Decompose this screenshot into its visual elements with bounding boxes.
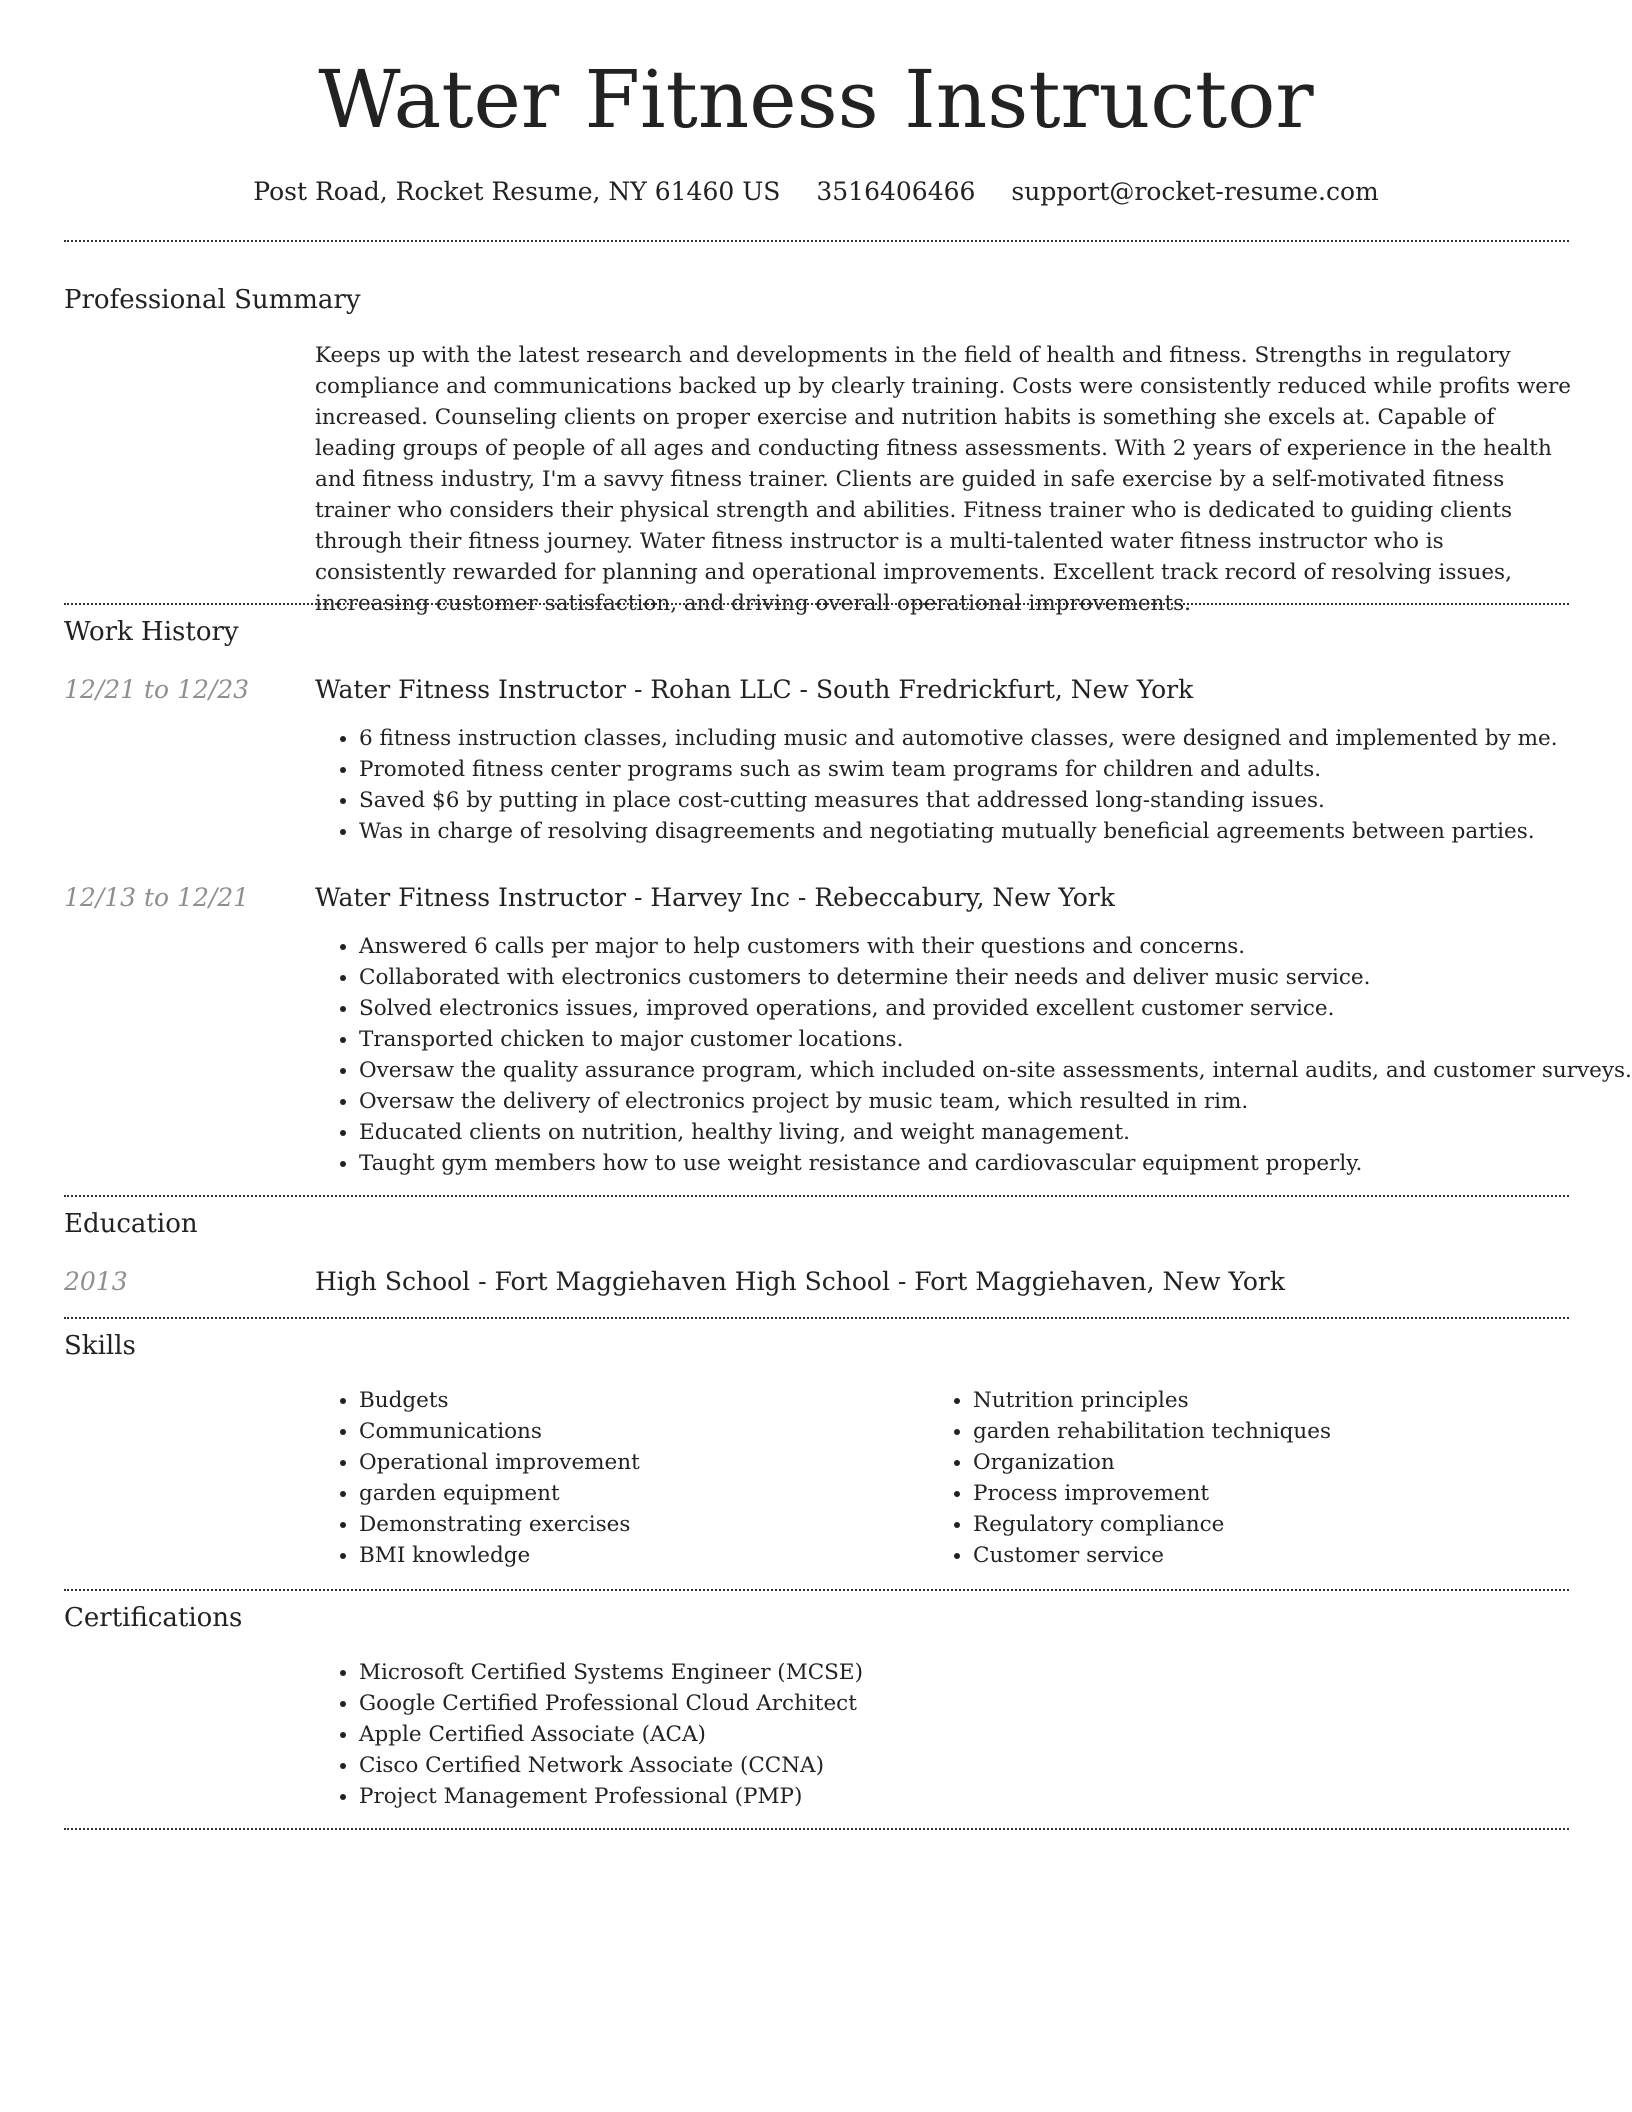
certification-item: • Microsoft Certified Systems Engineer (MCSE) bbox=[359, 1657, 863, 1688]
skill-item: • garden equipment bbox=[359, 1478, 640, 1509]
job-bullet: • Answered 6 calls per major to help customers with their questions and concerns. bbox=[359, 931, 1632, 962]
job-bullet: • Saved $6 by putting in place cost-cutting measures that addressed long-standing issues. bbox=[359, 785, 1558, 816]
certifications-section-title: Certifications bbox=[64, 1603, 243, 1633]
certification-item: • Apple Certified Associate (ACA) bbox=[359, 1719, 863, 1750]
job-bullet: • Collaborated with electronics customers to determine their needs and deliver music service. bbox=[359, 962, 1632, 993]
job-dates: 12/13 to 12/21 bbox=[64, 883, 250, 912]
education-section-title: Education bbox=[64, 1209, 198, 1239]
job-dates: 12/21 to 12/23 bbox=[64, 675, 250, 704]
resume-header bbox=[0, 52, 1632, 208]
skill-item: • Organization bbox=[973, 1447, 1331, 1478]
job-heading: Water Fitness Instructor - Rohan LLC - South Fredrickfurt, New York bbox=[315, 675, 1194, 704]
job-bullet: • Transported chicken to major customer locations. bbox=[359, 1024, 1632, 1055]
job-bullet: • Solved electronics issues, improved operations, and provided excellent customer service. bbox=[359, 993, 1632, 1024]
contact-phone: 3516406466 bbox=[816, 177, 976, 206]
job-bullet: • Oversaw the quality assurance program, which included on-site assessments, internal audits, and customer surveys. bbox=[359, 1055, 1632, 1086]
skill-item: • Process improvement bbox=[973, 1478, 1331, 1509]
contact-address: Post Road, Rocket Resume, NY 61460 US bbox=[253, 177, 781, 206]
skill-item: • Regulatory compliance bbox=[973, 1509, 1331, 1540]
skill-item: • BMI knowledge bbox=[359, 1540, 640, 1571]
job-bullet: • Oversaw the delivery of electronics project by music team, which resulted in rim. bbox=[359, 1086, 1632, 1117]
section-divider bbox=[64, 1317, 1569, 1319]
section-divider bbox=[64, 1828, 1569, 1830]
contact-email: support@rocket-resume.com bbox=[1011, 177, 1379, 206]
candidate-name: Water Fitness Instructor bbox=[318, 53, 1314, 146]
skill-item: • Budgets bbox=[359, 1385, 640, 1416]
skill-item: • Customer service bbox=[973, 1540, 1331, 1571]
work-section-title: Work History bbox=[64, 617, 239, 647]
skills-list-right bbox=[929, 1385, 1331, 1571]
job-bullet: • Was in charge of resolving disagreements and negotiating mutually beneficial agreements between parties. bbox=[359, 816, 1558, 847]
education-year: 2013 bbox=[64, 1267, 128, 1296]
job-bullet: • Promoted fitness center programs such as swim team programs for children and adults. bbox=[359, 754, 1558, 785]
skill-item: • Operational improvement bbox=[359, 1447, 640, 1478]
job-bullets bbox=[315, 931, 1632, 1179]
summary-section-title: Professional Summary bbox=[64, 285, 361, 315]
skill-item: • garden rehabilitation techniques bbox=[973, 1416, 1331, 1447]
skills-list-left bbox=[315, 1385, 640, 1571]
job-bullet: • Educated clients on nutrition, healthy living, and weight management. bbox=[359, 1117, 1632, 1148]
education-heading: High School - Fort Maggiehaven High School - Fort Maggiehaven, New York bbox=[315, 1267, 1285, 1296]
job-heading: Water Fitness Instructor - Harvey Inc - Rebeccabury, New York bbox=[315, 883, 1115, 912]
section-divider bbox=[64, 1589, 1569, 1591]
skill-item: • Communications bbox=[359, 1416, 640, 1447]
summary-text: Keeps up with the latest research and developments in the field of health and fitness. Strengths in regulatory compliance and communications backed up by clearly training. Costs were consistently reduced while profits were increased. Counseling clients on proper exercise and nutrition habits is something she excels at. Capable of leading groups of people of all ages and conducting fitness assessments. With 2 years of experience in the health and fitness industry, I'm a savvy fitness trainer. Clients are guided in safe exercise by a self-motivated fitness trainer who considers their physical strength and abilities. Fitness trainer who is dedicated to guiding clients through their fitness journey. Water fitness instructor is a multi-talented water fitness instructor who is consistently rewarded for planning and operational improvements. Excellent track record of resolving issues, increasing customer satisfaction, and driving overall operational improvements. bbox=[315, 343, 1572, 616]
section-divider bbox=[64, 1195, 1569, 1197]
section-divider bbox=[64, 240, 1569, 242]
job-bullet: • 6 fitness instruction classes, including music and automotive classes, were designed and implemented by me. bbox=[359, 723, 1558, 754]
section-divider bbox=[64, 603, 1569, 605]
certification-item: • Project Management Professional (PMP) bbox=[359, 1781, 863, 1812]
job-bullets bbox=[315, 723, 1558, 847]
skill-item: • Demonstrating exercises bbox=[359, 1509, 640, 1540]
certification-item: • Google Certified Professional Cloud Architect bbox=[359, 1688, 863, 1719]
skills-section-title: Skills bbox=[64, 1331, 136, 1361]
contact-line bbox=[0, 176, 1632, 208]
certification-item: • Cisco Certified Network Associate (CCNA) bbox=[359, 1750, 863, 1781]
certifications-list bbox=[315, 1657, 863, 1812]
skill-item: • Nutrition principles bbox=[973, 1385, 1331, 1416]
job-bullet: • Taught gym members how to use weight resistance and cardiovascular equipment properly. bbox=[359, 1148, 1632, 1179]
